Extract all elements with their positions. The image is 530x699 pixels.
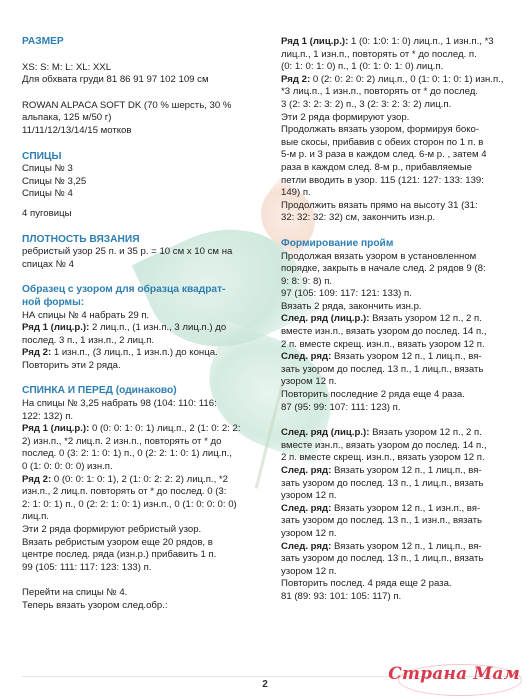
row-text: 99 (105: 111: 117: 123: 133) п. — [22, 561, 152, 573]
back-front-heading: СПИНКА И ПЕРЕД (одинаково) — [22, 385, 177, 397]
instruction-line — [281, 175, 509, 188]
instruction-line — [281, 553, 509, 566]
row-text: изн.п., 2 лиц.п. повторять от * до послед. 0 (3: — [22, 486, 227, 498]
instruction-line — [22, 423, 254, 436]
row-text: НА спицы № 4 набрать 29 п. — [22, 309, 150, 321]
instruction-line — [281, 578, 509, 591]
instruction-line — [281, 339, 509, 352]
row-text: 97 (105: 109: 117: 121: 133) п. — [281, 288, 412, 300]
row-label: Ряд 1 (лиц.р.): — [281, 36, 349, 47]
instruction-line — [22, 322, 254, 335]
instruction-line — [281, 162, 509, 175]
row-text: зать узором до послед. 13 п., 1 лиц.п., вязать — [281, 553, 484, 565]
back-front-instructions — [22, 398, 254, 574]
row-text: 0 (1: 0: 0: 0: 0) изн.п. — [22, 461, 113, 473]
instruction-line — [22, 347, 254, 360]
row-label: След. ряд: — [281, 351, 332, 363]
row-text: 2 лиц.п., (1 изн.п., 3 лиц.п.) до — [89, 322, 227, 334]
chest-text: Для обхвата груди 81 86 91 97 102 109 см — [22, 74, 209, 86]
instruction-line — [281, 566, 509, 579]
row-text: узором 12 п. — [281, 490, 337, 502]
instruction-line — [281, 376, 509, 389]
row-text: Вязать узором 12 п., 1 лиц.п., вя- — [331, 465, 482, 476]
row-text: 2: 1: 0: 1) п., 0 (2: 2: 1: 0: 1) изн.п., 0 (1: 0: 0: 0: 0) — [22, 498, 237, 510]
row-text: Эти 2 ряда формируют ребристый узор. — [22, 524, 202, 535]
row-text: Продолжить вязать прямо на высоту 31 (31: — [281, 199, 478, 211]
row-text: 5-м р. и 3 раза в каждом след. 6-м р. , затем 4 — [281, 149, 487, 161]
instruction-line — [281, 465, 509, 478]
instruction-line — [281, 124, 509, 137]
row-label: Ряд 2: — [22, 473, 52, 485]
row-text: Эти 2 ряда формируют узор. — [281, 111, 410, 123]
row-text: послед. 0 (3: 2: 1: 0: 1) п., 0 (2: 2: 1: 0: 1) лиц.п., — [22, 448, 232, 460]
row-text: 1 изн.п., (3 лиц.п., 1 изн.п.) до конца. — [51, 347, 218, 359]
instruction-line — [281, 99, 509, 112]
row-text: узором 12 п. — [281, 565, 337, 577]
instruction-line — [22, 511, 254, 524]
instruction-line — [281, 86, 509, 99]
row-text: вместе изн.п., вязать узором до послед. 14 п., — [281, 439, 487, 451]
row-label: След. ряд: — [281, 465, 332, 476]
row-text: 0 (2: 0: 2: 0: 2) лиц.п., 0 (1: 0: 1: 0: 1) изн.п., — [310, 73, 504, 85]
row-text: 149) п. — [281, 187, 311, 199]
instruction-line — [22, 486, 254, 499]
instruction-line — [281, 402, 509, 415]
instruction-line — [281, 263, 509, 276]
instruction-line — [281, 515, 509, 528]
row-text: Вязать 2 ряда, закончить изн.р. — [281, 300, 422, 312]
row-label: Ряд 2: — [281, 73, 311, 85]
instruction-line — [281, 49, 509, 62]
pattern-start-text: Теперь вязать узором след.обр.: — [22, 599, 168, 611]
instruction-line — [281, 490, 509, 503]
instruction-line — [22, 474, 254, 487]
row-text: узором 12 п. — [281, 376, 337, 388]
yarn-text: альпака, 125 м/50 г) — [22, 112, 112, 124]
row-text: 122: 132) п. — [22, 410, 74, 422]
row-text: лиц.п., 1 изн.п., повторять от * до послед. п. — [281, 48, 477, 60]
row-text: Вязать узором 12 п., 1 лиц.п., вя- — [331, 351, 482, 363]
instruction-line — [281, 326, 509, 339]
sample-heading: ной формы: — [22, 296, 85, 308]
row-text: Вязать ребристым узором еще 20 рядов, в — [22, 536, 213, 548]
instruction-line — [281, 528, 509, 541]
yarn-text: ROWAN ALPACA SOFT DK (70 % шерсть, 30 % — [22, 99, 232, 111]
row-text: 3 (2: 3: 2: 3: 2) п., 3 (2: 3: 2: 3: 2) лиц.п. — [281, 98, 452, 110]
right-column — [281, 36, 509, 604]
instruction-line — [281, 364, 509, 377]
row-text: раза в каждом след. 8-м р., прибавляемые — [281, 161, 472, 173]
instruction-line — [22, 562, 254, 575]
instruction-line — [22, 436, 254, 449]
instruction-line — [281, 149, 509, 162]
instruction-line — [22, 411, 254, 424]
instruction-line — [22, 461, 254, 474]
site-watermark: Страна Мам — [388, 664, 520, 684]
row-text: 1 (0: 1:0: 1: 0) лиц.п., 1 изн.п., *3 — [348, 36, 494, 47]
needle-item: Спицы № 4 — [22, 188, 73, 200]
instruction-line — [281, 276, 509, 289]
yarn-text: 11/11/12/13/14/15 мотков — [22, 124, 132, 136]
instruction-line — [281, 36, 509, 49]
row-text: зать узором до послед. 13 п., 1 лиц.п., вязать — [281, 477, 484, 489]
instruction-line — [22, 537, 254, 550]
row-text: 0 (0: 0: 1: 0: 1), 2 (1: 0: 2: 2: 2) лиц.п., *2 — [51, 473, 228, 485]
instruction-line — [281, 212, 509, 225]
instruction-line — [281, 452, 509, 465]
row-text: узором 12 п. — [281, 527, 337, 539]
row-label: След. ряд (лиц.р.): — [281, 427, 370, 439]
row-text: центре послед. ряда (изн.р.) прибавить 1 п. — [22, 549, 217, 561]
row-text: вместе изн.п., вязать узором до послед. 14 п., — [281, 326, 487, 338]
row-text: Продолжая вязать узором в установленном — [281, 250, 477, 262]
instruction-line — [22, 335, 254, 348]
instruction-line — [281, 503, 509, 516]
row-text: Вязать узором 12 п., 2 п. — [369, 427, 482, 439]
buttons-item: 4 пуговицы — [22, 207, 72, 219]
row-text: 0 (0: 0: 1: 0: 1) лиц.п., 2 (1: 0: 2: 2: — [89, 423, 241, 435]
instruction-line — [281, 313, 509, 326]
left-column — [22, 36, 254, 613]
instruction-line — [281, 389, 509, 402]
row-label: Ряд 1 (лиц.р.): — [22, 423, 90, 435]
decrease-instructions — [281, 427, 509, 603]
row-text: 9: 8: 9: 8) п. — [281, 275, 333, 287]
instruction-line — [281, 200, 509, 213]
gauge-text: ребристый узор 25 п. и 35 р. = 10 см х 10 см на — [22, 246, 233, 258]
instruction-line — [281, 137, 509, 150]
gauge-text: спицах № 4 — [22, 258, 74, 270]
instruction-line — [281, 112, 509, 125]
instruction-line — [22, 398, 254, 411]
gauge-heading: ПЛОТНОСТЬ ВЯЗАНИЯ — [22, 233, 140, 245]
size-heading: РАЗМЕР — [22, 36, 64, 47]
row-text: 87 (95: 99: 107: 111: 123) п. — [281, 401, 401, 413]
row-text: 81 (89: 93: 101: 105: 117) п. — [281, 590, 402, 602]
row-text: 32: 32: 32: 32) см, закончить изн.р. — [281, 212, 436, 224]
instruction-line — [281, 427, 509, 440]
row-text: петли вводить в узор. 115 (121: 127: 133: 139: — [281, 174, 484, 186]
row-text: Вязать узором 12 п., 1 лиц.п., вя- — [331, 540, 482, 552]
instruction-line — [22, 524, 254, 537]
sample-instructions — [22, 310, 254, 373]
sample-heading: Образец с узором для образца квадрат- — [22, 284, 226, 296]
instruction-line — [281, 187, 509, 200]
row-text: Продолжать вязать узором, формируя боко- — [281, 124, 480, 136]
row-label: След. ряд: — [281, 502, 332, 514]
instruction-line — [281, 478, 509, 491]
needle-item: Спицы № 3,25 — [22, 175, 87, 187]
row-text: вые скосы, прибавив с обеих сторон по 1 п. в — [281, 136, 484, 148]
instruction-line — [281, 440, 509, 453]
row-text: зать узором до послед. 13 п., 1 лиц.п., вязать — [281, 363, 484, 375]
needle-item: Спицы № 3 — [22, 163, 73, 175]
instruction-line — [281, 541, 509, 554]
page-number: 2 — [262, 679, 268, 690]
row-text: порядке, закрыть в начале след. 2 рядов 9 (8: — [281, 263, 486, 275]
instruction-line — [22, 360, 254, 373]
instruction-line — [22, 448, 254, 461]
row-text: (0: 1: 0: 1: 0) п., 1 (0: 1: 0: 1: 0) лиц.п. — [281, 61, 444, 73]
row-text: Повторить эти 2 ряда. — [22, 359, 121, 371]
pattern-instructions — [281, 36, 509, 225]
row-text: *3 лиц.п., 1 изн.п., повторять от * до послед. — [281, 86, 478, 98]
row-label: Ряд 1 (лиц.р.): — [22, 322, 90, 334]
instruction-line — [281, 351, 509, 364]
instruction-line — [281, 251, 509, 264]
row-text: Вязать узором 12 п., 1 изн.п., вя- — [331, 502, 481, 514]
instruction-line — [22, 549, 254, 562]
instruction-line — [22, 499, 254, 512]
row-text: 2 п. вместе скрещ. изн.п., вязать узором 12 п. — [281, 452, 485, 464]
needle-switch-text: Перейти на спицы № 4. — [22, 587, 128, 599]
row-text: Повторить последние 2 ряда еще 4 раза. — [281, 389, 465, 401]
instruction-line — [281, 61, 509, 74]
row-text: 2) изн.п., *2 лиц.п. 2 изн.п., повторять от * до — [22, 435, 222, 447]
row-label: Ряд 2: — [22, 347, 52, 359]
row-label: След. ряд: — [281, 540, 332, 552]
sizes-text: XS: S: M: L: XL: XXL — [22, 61, 112, 73]
instruction-line — [281, 301, 509, 314]
instruction-line — [281, 74, 509, 87]
row-text: Вязать узором 12 п., 2 п. — [369, 313, 482, 325]
needles-heading: СПИЦЫ — [22, 150, 62, 162]
row-text: 2 п. вместе скрещ. изн.п., вязать узором 12 п. — [281, 338, 485, 350]
row-label: След. ряд (лиц.р.): — [281, 313, 370, 325]
armhole-heading: Формирование пройм — [281, 237, 394, 249]
row-text: послед. 3 п., 1 изн.п., 2 лиц.п. — [22, 334, 155, 346]
instruction-line — [281, 288, 509, 301]
row-text: На спицы № 3,25 набрать 98 (104: 110: 116: — [22, 398, 217, 410]
instruction-line — [281, 591, 509, 604]
armhole-instructions — [281, 251, 509, 415]
row-text: лиц.п. — [22, 511, 49, 523]
row-text: зать узором до послед. 13 п., 1 изн.п., вязать — [281, 515, 483, 527]
instruction-line — [22, 310, 254, 323]
row-text: Повторить послед. 4 ряда еще 2 раза. — [281, 578, 452, 590]
